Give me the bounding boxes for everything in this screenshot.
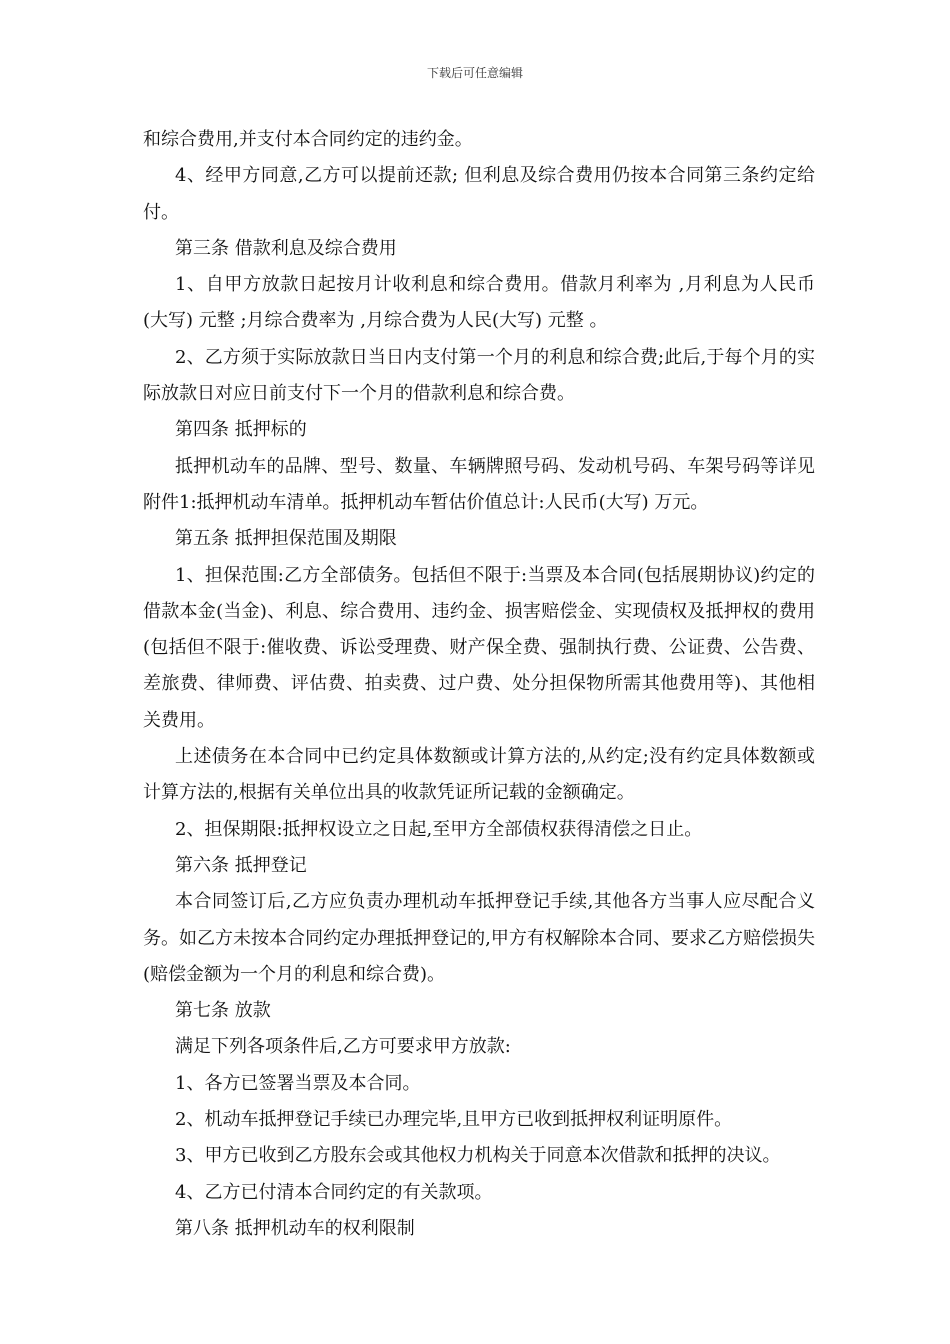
paragraph: 2、乙方须于实际放款日当日内支付第一个月的利息和综合费;此后,于每个月的实际放款日对应日前支付下一个月的借款利息和综合费。: [143, 346, 815, 405]
section-heading: 第八条 抵押机动车的权利限制: [175, 1217, 415, 1239]
paragraph: 1、自甲方放款日起按月计收利息和综合费用。借款月利率为 ,月利息为人民币(大写) 元整 ;月综合费率为 ,月综合费为人民(大写) 元整 。: [143, 274, 815, 332]
paragraph: 2、机动车抵押登记手续已办理完毕,且甲方已收到抵押权利证明原件。: [175, 1109, 733, 1131]
section-heading: 第五条 抵押担保范围及期限: [175, 528, 397, 550]
page-header-note: 下载后可任意编辑: [426, 66, 523, 80]
paragraph: 3、甲方已收到乙方股东会或其他权力机构关于同意本次借款和抵押的决议。: [175, 1145, 781, 1167]
paragraph: 4、经甲方同意,乙方可以提前还款; 但利息及综合费用仍按本合同第三条约定给付。: [143, 165, 815, 223]
paragraph: 和综合费用,并支付本合同约定的违约金。: [143, 129, 473, 150]
paragraph: 1、各方已签署当票及本合同。: [175, 1072, 421, 1094]
section-heading: 第七条 放款: [175, 1000, 271, 1022]
paragraph: 抵押机动车的品牌、型号、数量、车辆牌照号码、发动机号码、车架号码等详见附件1:抵押机动车清单。抵押机动车暂估价值总计:人民币(大写) 万元。: [143, 455, 815, 513]
paragraph: 满足下列各项条件后,乙方可要求甲方放款:: [175, 1036, 511, 1058]
paragraph: 2、担保期限:抵押权设立之日起,至甲方全部债权获得清偿之日止。: [175, 818, 703, 840]
document-body: [143, 122, 815, 1247]
paragraph: 本合同签订后,乙方应负责办理机动车抵押登记手续,其他各方当事人应尽配合义务。如乙方未按本合同约定办理抵押登记的,甲方有权解除本合同、要求乙方赔偿损失(赔偿金额为一个月的利息和综合费)。: [143, 891, 815, 985]
paragraph: 4、乙方已付清本合同约定的有关款项。: [175, 1181, 493, 1203]
paragraph: 上述债务在本合同中已约定具体数额或计算方法的,从约定;没有约定具体数额或计算方法的,根据有关单位出具的收款凭证所记载的金额确定。: [143, 746, 815, 804]
paragraph: 1、担保范围:乙方全部债务。包括但不限于:当票及本合同(包括展期协议)约定的借款本金(当金)、利息、综合费用、违约金、损害赔偿金、实现债权及抵押权的费用(包括但不限于:催收费、诉讼受理费、财产保全费、强制执行费、公证费、公告费、差旅费、律师费、评估费、拍卖费、过户费、处分担保物所需其他费用等)、其他相关费用。: [143, 564, 815, 731]
section-heading: 第四条 抵押标的: [175, 419, 307, 441]
section-heading: 第六条 抵押登记: [175, 854, 307, 876]
section-heading: 第三条 借款利息及综合费用: [175, 237, 397, 259]
